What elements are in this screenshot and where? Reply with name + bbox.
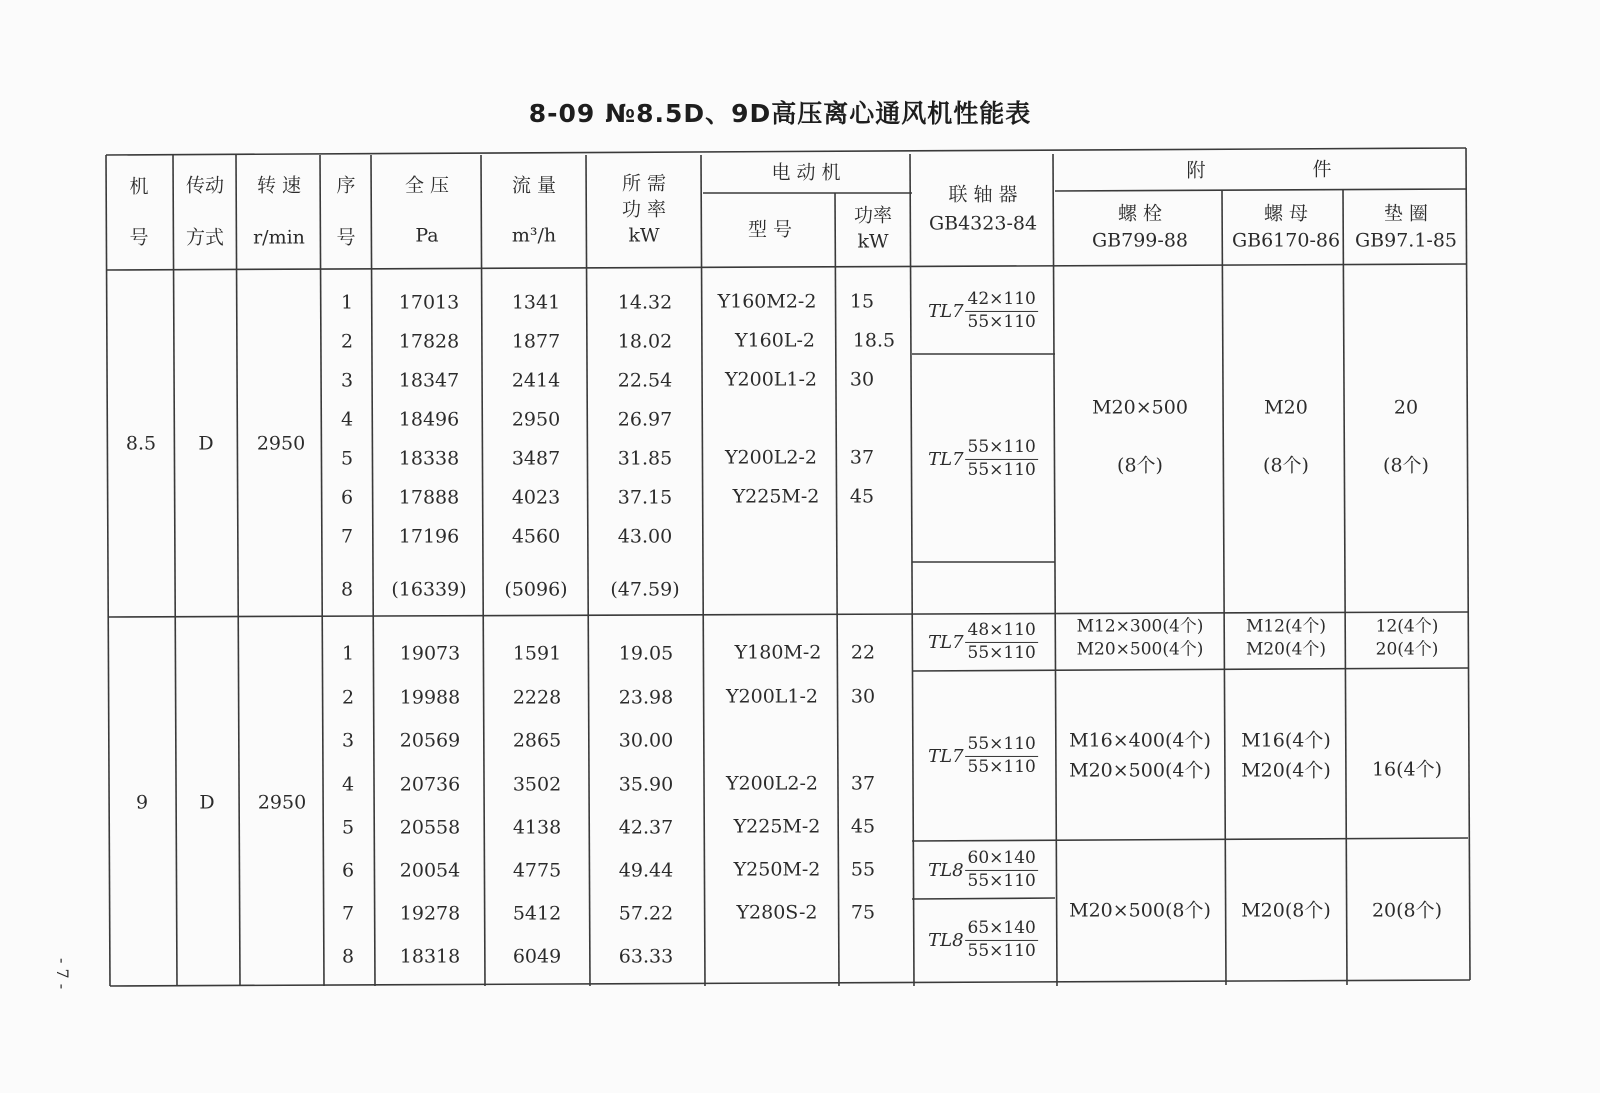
motor-power: 18.5 (852, 329, 896, 352)
coupling-spec: TL7 $\frac{55\times 110}{55\times 110}$ (928, 733, 1036, 777)
machine-no: 9 (135, 791, 149, 814)
header-motor: 电 动 机 (771, 161, 841, 184)
bolt-spec: M20×500 (1092, 396, 1188, 419)
header-flow: m³/h (511, 224, 557, 247)
coupling-spec: TL7 $\frac{42\times 110}{55\times 110}$ (928, 288, 1036, 332)
nut-spec: M12(4个) (1245, 616, 1327, 637)
motor-power: 37 (849, 446, 875, 469)
drive-type: D (198, 432, 214, 455)
nut-spec: M16(4个) (1241, 729, 1331, 752)
machine-no: 8.5 (125, 432, 157, 455)
washer-spec: 16(4个) (1371, 758, 1443, 781)
washer-spec: 20 (1393, 396, 1419, 419)
bolt-qty: (8个) (1117, 454, 1163, 477)
header-coupling: GB4323-84 (928, 212, 1038, 235)
washer-spec: 20(4个) (1375, 639, 1439, 660)
motor-model: Y200L1-2 (724, 368, 818, 391)
motor-power: 22 (850, 641, 876, 664)
motor-model: Y250M-2 (733, 858, 821, 881)
header-seq: 号 (336, 226, 356, 249)
header-power: 所 需 (621, 172, 667, 195)
header-power: kW (628, 224, 660, 247)
washer-qty: (8个) (1383, 454, 1429, 477)
header-power: 功 率 (621, 198, 667, 221)
header-pressure: 全 压 (404, 174, 450, 197)
drive-type: D (199, 791, 215, 814)
motor-power: 37 (850, 772, 876, 795)
header-nut: GB6170-86 (1231, 229, 1341, 252)
page-number: - 7 - (53, 958, 72, 990)
motor-power: 30 (849, 368, 875, 391)
header-nut: 螺 母 (1263, 202, 1309, 225)
header-coupling: 联 轴 器 (948, 183, 1018, 206)
motor-model: Y200L2-2 (725, 772, 819, 795)
motor-model: Y225M-2 (732, 485, 820, 508)
header-accessory: 件 (1312, 158, 1332, 181)
motor-power: 55 (850, 858, 876, 881)
coupling-spec: TL7 $\frac{55\times 110}{55\times 110}$ (928, 436, 1036, 480)
header-speed: 转 速 (256, 174, 302, 197)
header-motor-model: 型 号 (747, 218, 793, 241)
coupling-spec: TL8 $\frac{60\times 140}{55\times 110}$ (928, 847, 1036, 891)
motor-model: Y180M-2 (734, 641, 822, 664)
bolt-spec: M20×500(4个) (1069, 759, 1211, 782)
motor-model: Y200L1-2 (725, 685, 819, 708)
header-washer: GB97.1-85 (1354, 229, 1458, 252)
coupling-spec: TL7 $\frac{48\times 110}{55\times 110}$ (928, 619, 1036, 663)
header-accessory: 附 (1186, 159, 1206, 182)
bolt-spec: M20×500(8个) (1069, 899, 1211, 922)
bolt-spec: M12×300(4个) (1076, 616, 1204, 637)
motor-power: 75 (850, 901, 876, 924)
washer-spec: 12(4个) (1375, 616, 1439, 637)
motor-power: 45 (849, 485, 875, 508)
nut-spec: M20(4个) (1245, 639, 1327, 660)
nut-spec: M20(8个) (1241, 899, 1331, 922)
header-motor-power: kW (857, 230, 889, 253)
nut-qty: (8个) (1263, 454, 1309, 477)
header-washer: 垫 圈 (1383, 202, 1429, 225)
motor-model: Y160L-2 (735, 329, 815, 352)
header-flow: 流 量 (511, 174, 557, 197)
washer-spec: 20(8个) (1371, 899, 1443, 922)
header-drive: 方式 (185, 226, 225, 249)
speed: 2950 (256, 432, 306, 455)
header-speed: r/min (253, 226, 305, 249)
motor-power: 15 (849, 290, 875, 313)
header-motor-power: 功率 (853, 204, 893, 227)
header-bolt: 螺 栓 (1117, 202, 1163, 225)
speed: 2950 (257, 791, 307, 814)
nut-spec: M20(4个) (1241, 759, 1331, 782)
header-machine-no: 号 (129, 226, 149, 249)
motor-power: 45 (850, 815, 876, 838)
header-bolt: GB799-88 (1091, 229, 1189, 252)
motor-model: Y200L2-2 (724, 446, 818, 469)
page-title: 8-09 №8.5D、9D高压离心通风机性能表 (528, 99, 1032, 128)
bolt-spec: M16×400(4个) (1069, 729, 1211, 752)
motor-model: Y225M-2 (733, 815, 821, 838)
header-pressure: Pa (415, 224, 439, 247)
bolt-spec: M20×500(4个) (1076, 639, 1204, 660)
motor-power: 30 (850, 685, 876, 708)
header-machine-no: 机 (129, 175, 149, 198)
motor-model: Y160M2-2 (717, 290, 817, 313)
coupling-spec: TL8 $\frac{65\times 140}{55\times 110}$ (928, 917, 1036, 961)
header-drive: 传动 (185, 174, 225, 197)
motor-model: Y280S-2 (736, 901, 818, 924)
header-seq: 序 (336, 174, 356, 197)
nut-spec: M20 (1264, 396, 1308, 419)
